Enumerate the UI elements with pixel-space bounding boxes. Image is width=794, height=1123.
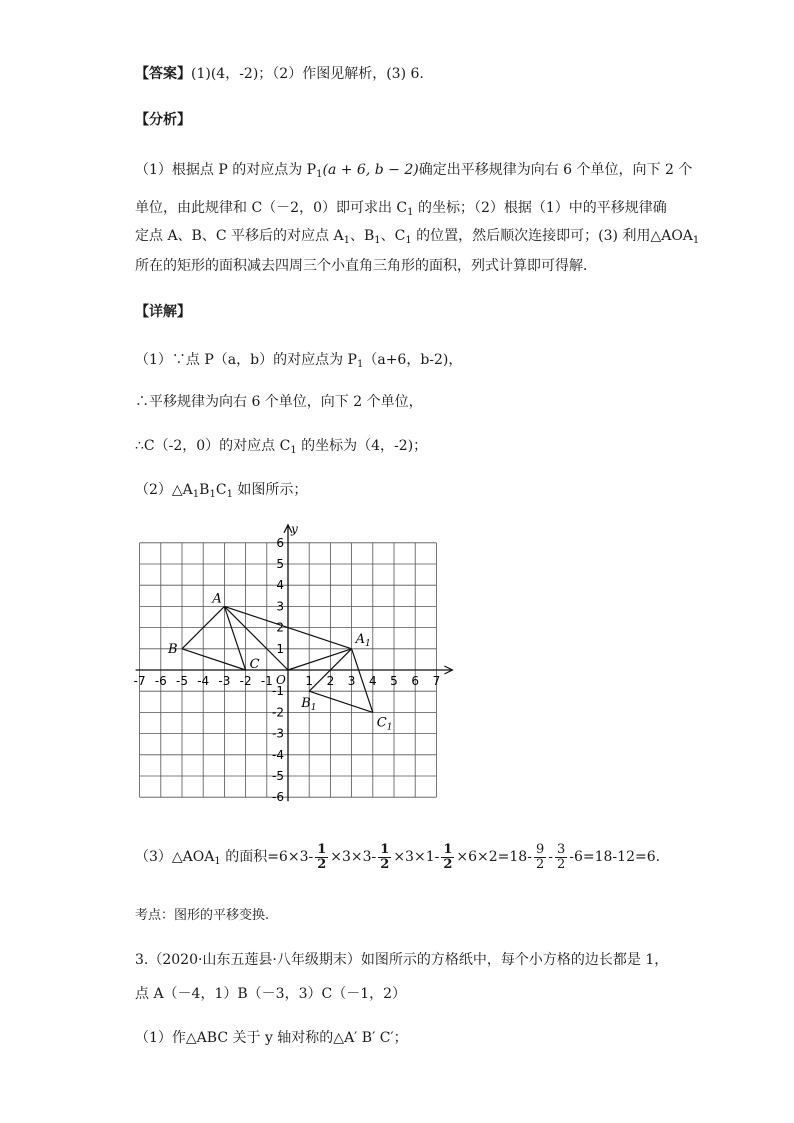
subscript: 1 [316, 169, 323, 180]
fraction-half: $\frac{1}{2}$ [380, 841, 390, 872]
segment-B1-C1 [309, 691, 373, 712]
detail-text: （a+6，b-2)， [363, 352, 463, 368]
x-tick-label: 1 [305, 674, 314, 688]
detail-text: 的面积=6×3- [220, 849, 314, 865]
detail-text: -6=18-12=6. [569, 849, 661, 865]
analysis-heading: 【分析】 [135, 112, 191, 128]
detail-line-3 [135, 436, 427, 461]
detail-text: 如图所示； [232, 482, 308, 498]
detail-heading: 【详解】 [135, 304, 191, 320]
detail-text: ∴平移规律为向右 6 个单位，向下 2 个单位， [135, 394, 423, 410]
coordinate-graph [128, 520, 458, 810]
detail-text: ×6×2=18- [456, 849, 532, 865]
subscript: 1 [192, 489, 200, 500]
detail-text: ×3×1- [393, 849, 440, 865]
analysis-text: （1）根据点 P 的对应点为 P [135, 162, 317, 178]
subscript: 1 [692, 235, 700, 246]
fraction-half: $\frac{1}{2}$ [317, 841, 327, 872]
q3-line-2: 点 A（－4，1）B（－3，3）C（－1，2） [135, 986, 407, 1002]
answer-line [135, 64, 424, 84]
point-label-b: B [168, 641, 178, 657]
analysis-text: 、C [380, 228, 406, 244]
detail-text: ×3×3- [330, 849, 377, 865]
analysis-text: 、B [349, 228, 375, 244]
subscript: 1 [209, 489, 216, 500]
analysis-text: 确定出平移规律为向右 6 个单位，向下 2 个 [418, 162, 693, 178]
segment-O-A1 [288, 649, 352, 670]
detail-text: B [199, 482, 210, 498]
analysis-text: 所在的矩形的面积减去四周三个小直角三角形的面积，列式计算即可得解． [135, 258, 597, 274]
fraction-half: $\frac{1}{2}$ [443, 841, 453, 872]
analysis-text: 单位，由此规律和 C（－2，0）即可求出 C [135, 200, 408, 216]
x-tick-label: -4 [197, 674, 210, 688]
y-tick-label: -2 [272, 705, 284, 720]
kaodian: 考点：图形的平移变换. [135, 908, 270, 923]
detail-line-5 [135, 840, 660, 879]
y-tick-label: 3 [276, 599, 284, 614]
x-tick-label: 4 [368, 674, 377, 688]
detail-text: （1）∵点 P（a，b）的对应点为 P [135, 352, 357, 368]
point-label-b1: $B_1$ [301, 696, 317, 714]
x-tick-label: -6 [154, 674, 167, 688]
point-label-a: A [212, 591, 222, 607]
detail-text: ∴C（-2，0）的对应点 C [135, 438, 291, 454]
detail-text: （2）△A [135, 482, 193, 498]
subscript: 1 [405, 235, 412, 246]
y-tick-label: -6 [272, 790, 284, 805]
x-tick-label: 7 [432, 674, 441, 688]
x-tick-label: -2 [239, 674, 252, 688]
subscript: 1 [356, 359, 364, 370]
q3-line-1: 3.（2020·山东五莲县·八年级期末）如图所示的方格纸中，每个小方格的边长都是 1， [135, 952, 669, 968]
detail-text: 的坐标为（4，-2)； [296, 438, 428, 454]
analysis-line-3 [135, 226, 699, 251]
subscript: 1 [407, 207, 414, 218]
fraction-three-halves: $\frac{3}{2}$ [556, 841, 566, 872]
minus-sign: - [548, 849, 553, 865]
analysis-text: 定点 A、B、C 平移后的对应点 A [135, 228, 344, 244]
answer-label: 【答案】 [135, 66, 191, 82]
y-tick-label: -1 [272, 684, 284, 699]
formula: (a + 6, b − 2) [322, 162, 419, 178]
subscript: 1 [343, 235, 350, 246]
x-tick-label: 3 [347, 674, 356, 688]
analysis-line-4 [135, 256, 597, 276]
answer-text: (1)(4，-2)；（2）作图见解析，(3) 6. [191, 66, 424, 82]
x-tick-label: -1 [260, 674, 273, 688]
detail-line-1 [135, 350, 462, 375]
x-tick-label: 2 [326, 674, 335, 688]
y-tick-label: -4 [272, 747, 284, 762]
fraction-nine-halves: $\frac{9}{2}$ [535, 841, 545, 872]
point-label-c: C [249, 657, 260, 672]
x-tick-label: 6 [411, 674, 420, 688]
q3-line-3: （1）作△ABC 关于 y 轴对称的△A′ B′ C′； [135, 1030, 408, 1046]
segment-B-C [182, 649, 246, 670]
y-axis-label: y [291, 521, 298, 536]
detail-text: （3）△AOA [135, 849, 215, 865]
analysis-text: 的坐标；（2）根据（1）中的平移规律确 [413, 200, 667, 216]
analysis-line-1 [135, 160, 692, 185]
subscript: 1 [226, 489, 233, 500]
y-tick-label: -5 [272, 769, 284, 783]
x-tick-label: 5 [390, 674, 398, 688]
subscript: 1 [290, 445, 297, 456]
x-tick-label: -7 [133, 674, 146, 688]
x-tick-label: -3 [218, 674, 231, 688]
analysis-line-2 [135, 198, 667, 223]
point-label-c1: $C_1$ [376, 715, 393, 733]
origin-label: O [276, 673, 286, 687]
x-tick-label: -5 [176, 674, 188, 688]
subscript: 1 [214, 856, 221, 867]
y-tick-label: 2 [276, 620, 284, 635]
y-tick-label: 5 [276, 557, 284, 571]
detail-label [135, 302, 191, 322]
detail-line-2 [135, 392, 423, 412]
subscript: 1 [374, 235, 381, 246]
y-tick-label: 1 [276, 641, 284, 656]
detail-text: C [215, 482, 227, 498]
analysis-text: 的位置，然后顺次连接即可；(3) 利用△AOA [411, 228, 693, 244]
y-tick-label: 4 [276, 578, 284, 593]
y-tick-label: -3 [272, 726, 284, 741]
segment-C-A [224, 606, 245, 670]
detail-line-4 [135, 480, 307, 505]
point-label-a1: $A_1$ [355, 631, 371, 649]
analysis-label [135, 110, 191, 130]
y-tick-label: 6 [276, 535, 284, 550]
